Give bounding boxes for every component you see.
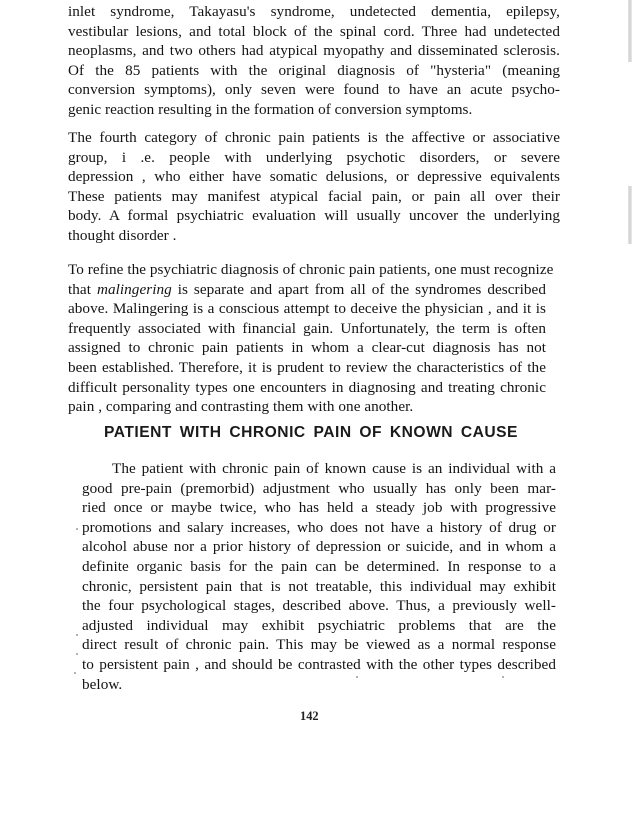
text-line: promotions and salary increases, who does not have a history of drug or bbox=[82, 518, 556, 536]
text-line: The patient with chronic pain of known cause is an individual with a bbox=[112, 460, 556, 477]
paragraph-fourth-category bbox=[68, 128, 560, 246]
text-line: thought disorder . bbox=[68, 226, 177, 244]
text-line: frequently associated with financial gain. Unfortunately, the term is often bbox=[68, 319, 546, 337]
paragraph-malingering bbox=[68, 260, 554, 417]
text-line: good pre-pain (premorbid) adjustment who usually has only been mar- bbox=[82, 479, 556, 497]
scan-speck bbox=[76, 634, 78, 636]
text-line: conversion symptoms), only seven were found to have an acute psycho- bbox=[68, 81, 560, 99]
text-line: genic reaction resulting in the formation of conversion symptoms. bbox=[68, 100, 473, 118]
scan-speck bbox=[76, 528, 78, 530]
text-line: definite organic basis for the pain can be determined. In response to a bbox=[82, 557, 556, 575]
text-line: ried once or maybe twice, who has held a steady job with progressive bbox=[82, 499, 556, 517]
scan-speck bbox=[502, 676, 504, 678]
text-line: These patients may manifest atypical facial pain, or pain all over their bbox=[68, 187, 560, 205]
scan-edge-mark bbox=[628, 0, 632, 62]
paragraph-known-cause bbox=[82, 459, 556, 694]
text-line: The fourth category of chronic pain patients is the affective or associative bbox=[68, 129, 560, 146]
text-line: alcohol abuse nor a prior history of depression or suicide, and in whom a bbox=[82, 538, 556, 556]
text-line: pain , comparing and contrasting them with one another. bbox=[68, 398, 414, 416]
text-line-with-emphasis: that malingering is separate and apart from all of the syndromes described bbox=[68, 280, 546, 298]
text-line: above. Malingering is a conscious attempt to deceive the physician , and it is bbox=[68, 300, 546, 318]
text-line: body. A formal psychiatric evaluation will usually uncover the underlying bbox=[68, 207, 560, 225]
text-line: direct result of chronic pain. This may be viewed as a normal response bbox=[82, 636, 556, 654]
text-line: depression , who either have somatic delusions, or depressive equivalents bbox=[68, 168, 560, 186]
text-line: the four psychological stages, described above. Thus, a previously well- bbox=[82, 597, 556, 615]
section-heading: PATIENT WITH CHRONIC PAIN OF KNOWN CAUSE bbox=[104, 424, 518, 441]
text-line: group, i .e. people with underlying psychotic disorders, or severe bbox=[68, 148, 560, 166]
text-line: To refine the psychiatric diagnosis of chronic pain patients, one must recognize bbox=[68, 261, 554, 278]
scan-edge-mark bbox=[628, 186, 632, 244]
text-line: vestibular lesions, and total block of the spinal cord. Three had undetected bbox=[68, 22, 560, 40]
text-line: chronic, persistent pain that is not treatable, this individual may exhibit bbox=[82, 577, 556, 595]
text-line: to persistent pain , and should be contrasted with the other types described bbox=[82, 655, 556, 673]
text-line: adjusted individual may exhibit psychiatric problems that are the bbox=[82, 616, 556, 634]
text-line: been established. Therefore, it is prudent to review the characteristics of the bbox=[68, 358, 546, 376]
text-line: Of the 85 patients with the original diagnosis of "hysteria" (meaning bbox=[68, 61, 560, 79]
scan-speck bbox=[74, 672, 76, 674]
text-line: difficult personality types one encounters in diagnosing and treating chronic bbox=[68, 378, 546, 396]
page-number: 142 bbox=[300, 709, 319, 723]
text-line: assigned to chronic pain patients in whom a clear-cut diagnosis has not bbox=[68, 339, 546, 357]
paragraph-continuation bbox=[68, 2, 560, 120]
text-line: below. bbox=[82, 675, 123, 693]
scan-speck bbox=[76, 653, 78, 655]
text-line: neoplasms, and two others had atypical myopathy and disseminated sclerosis. bbox=[68, 42, 560, 60]
emphasis-term: malingering bbox=[96, 280, 172, 298]
scan-speck bbox=[356, 676, 358, 678]
text-line: inlet syndrome, Takayasu's syndrome, undetected dementia, epilepsy, bbox=[68, 3, 560, 20]
